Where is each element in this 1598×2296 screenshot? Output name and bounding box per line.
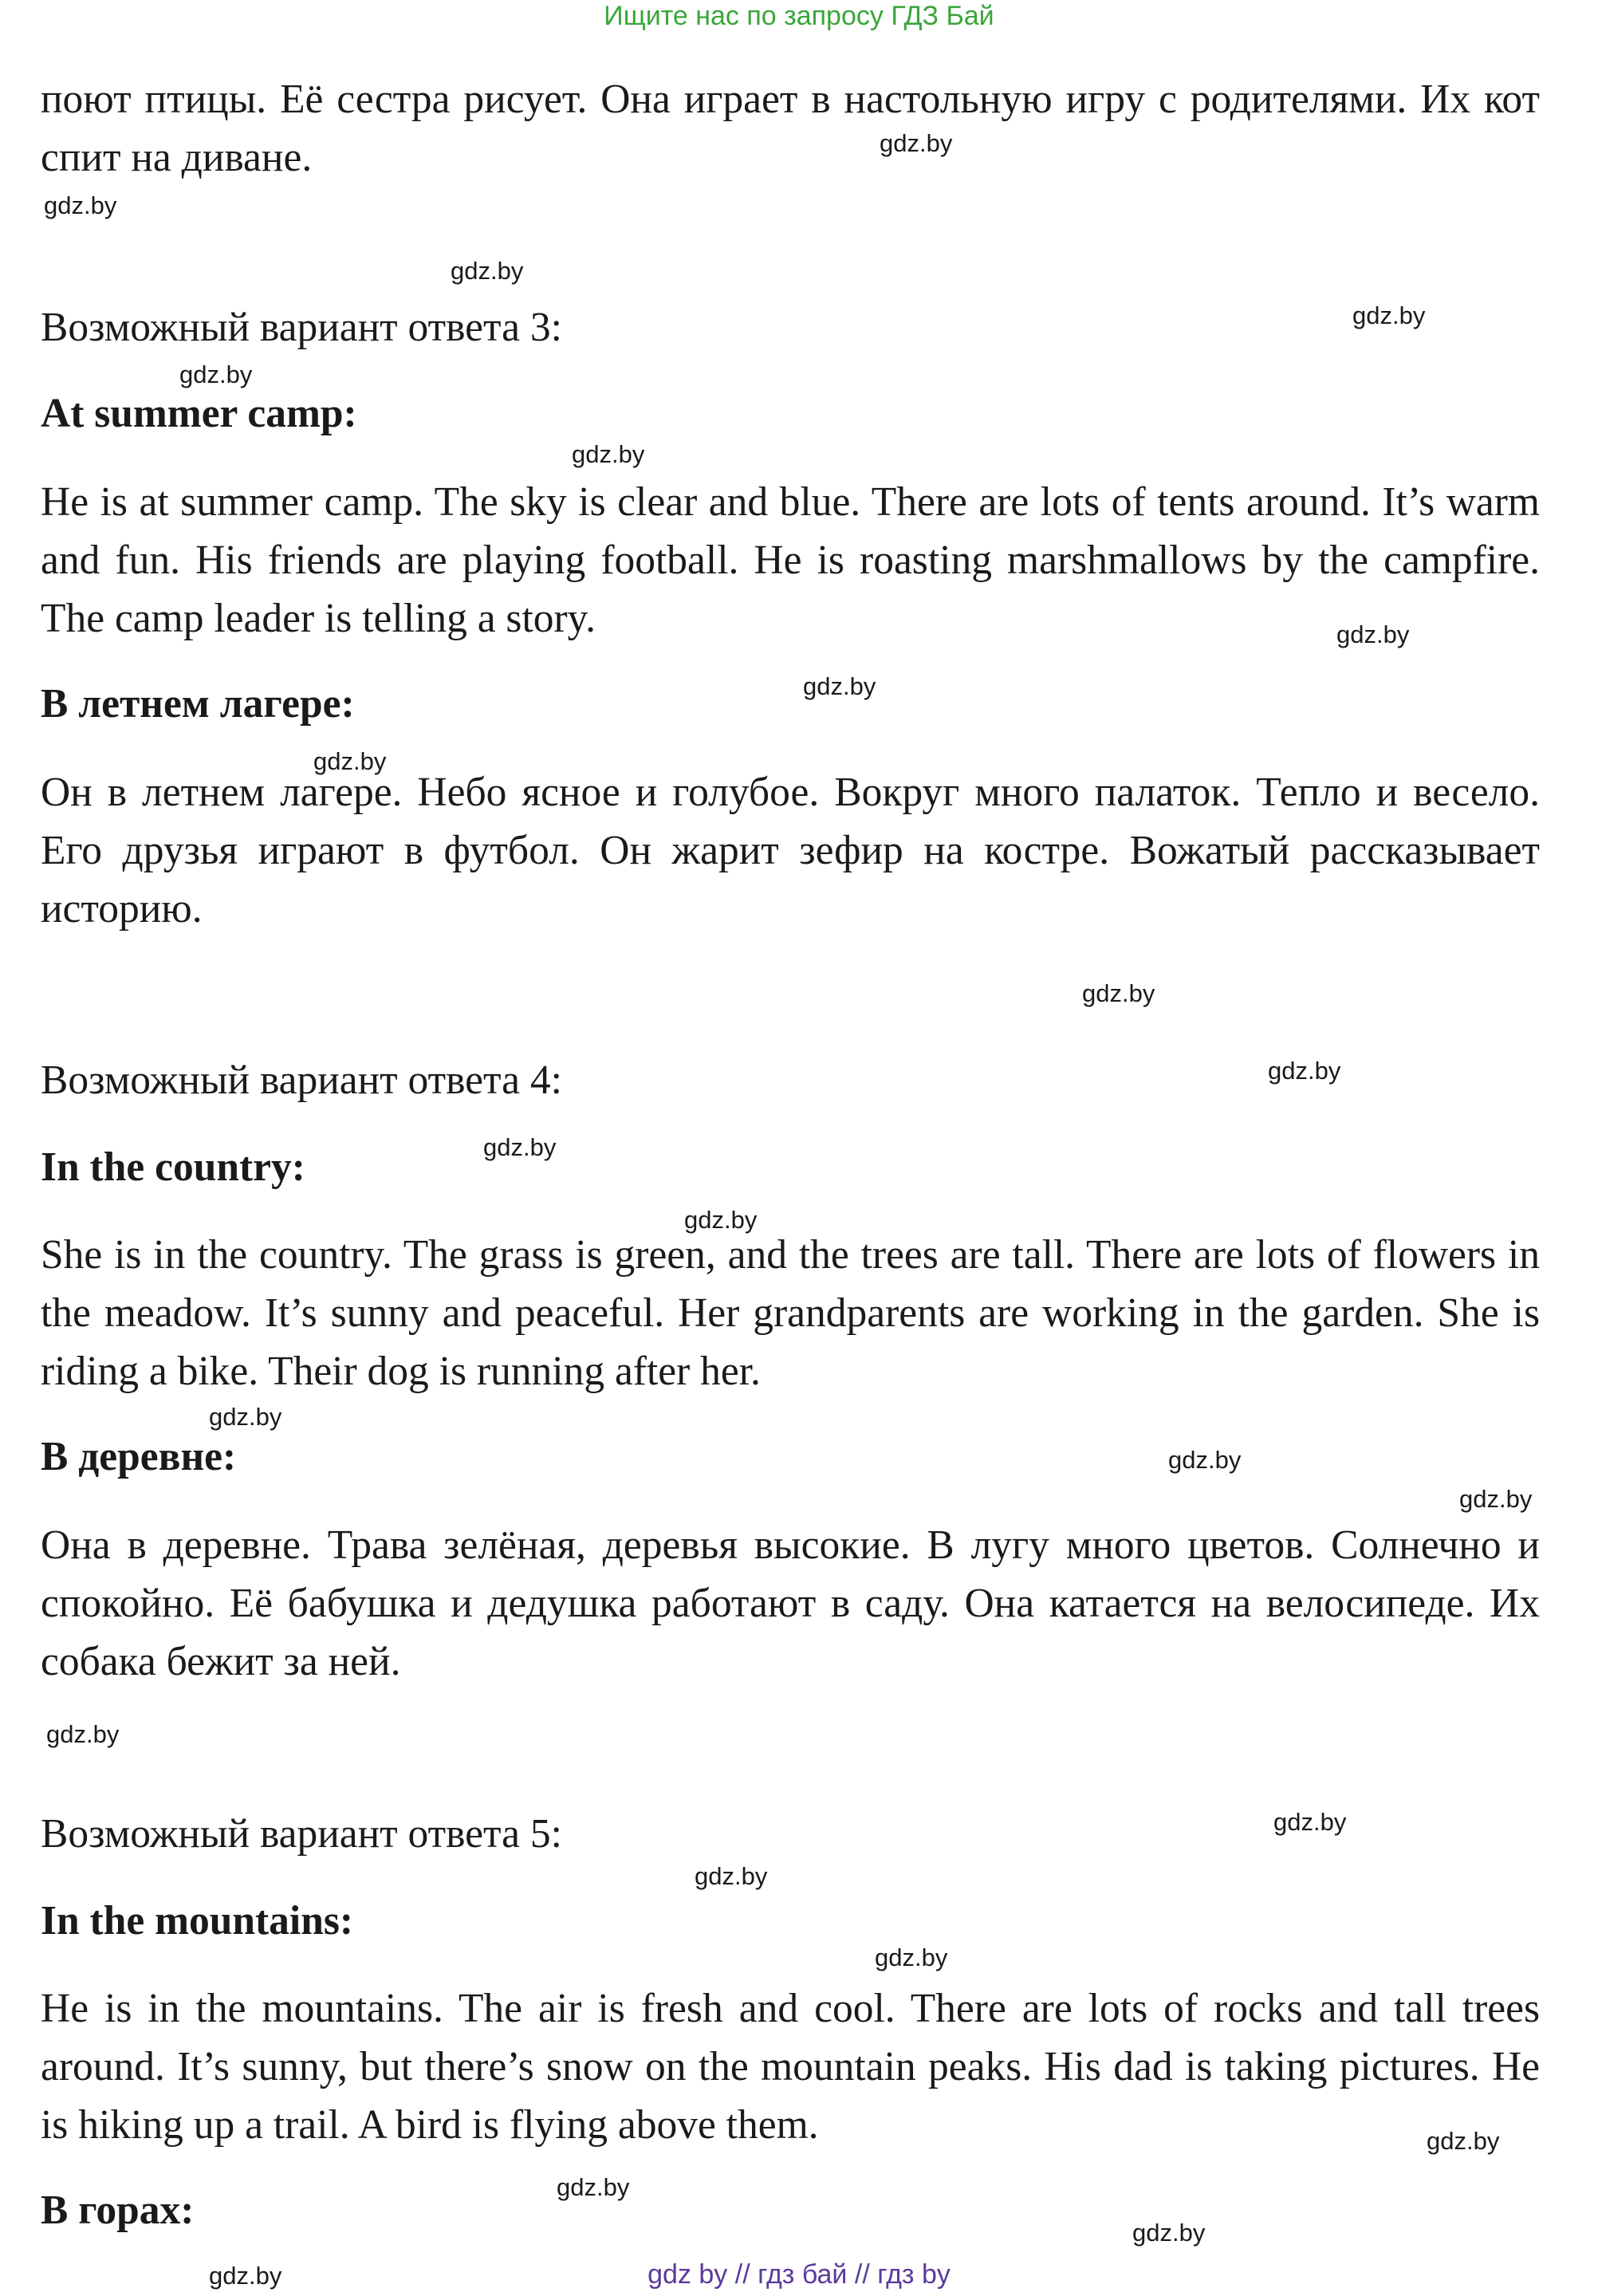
- variant-4-english-heading: In the country:: [41, 1144, 305, 1190]
- variant-5-russian-heading: В горах:: [41, 2188, 195, 2233]
- watermark: gdz.by: [209, 1403, 282, 1431]
- variant-4-russian-text: Она в деревне. Трава зелёная, деревья высокие. В лугу много цветов. Солнечно и спокойно. Её бабушка и дедушка работают в саду. Она катается на велосипеде. Их собака бежит за ней.: [41, 1522, 1540, 1684]
- watermark: gdz.by: [880, 129, 953, 157]
- variant-5-label: Возможный вариант ответа 5:: [41, 1811, 562, 1857]
- variant-3-russian-heading: В летнем лагере:: [41, 681, 355, 727]
- variant-4-label: Возможный вариант ответа 4:: [41, 1057, 562, 1103]
- variant-5-english-text: He is in the mountains. The air is fresh and cool. There are lots of rocks and tall trees around. It’s sunny, but there’s snow on the mountain peaks. His dad is taking pictures. He is hiking up a trail. A bird is flying above them.: [41, 1986, 1540, 2148]
- watermark: gdz.by: [46, 1720, 120, 1748]
- watermark: gdz.by: [483, 1133, 557, 1161]
- variant-3-label: Возможный вариант ответа 3:: [41, 305, 562, 350]
- watermark: gdz.by: [1132, 2219, 1206, 2247]
- watermark: gdz.by: [313, 747, 387, 775]
- watermark: gdz.by: [179, 360, 253, 388]
- watermark: gdz.by: [451, 257, 524, 285]
- variant-4-english-text: She is in the country. The grass is green, and the trees are tall. There are lots of flowers in the meadow. It’s sunny and peaceful. Her grandparents are working in the garden. She is riding a bike. Their dog is running after her.: [41, 1232, 1540, 1394]
- watermark: gdz.by: [1352, 301, 1426, 329]
- search-banner[interactable]: Ищите нас по запросу ГДЗ Бай: [604, 1, 994, 31]
- variant-3-english-heading: At summer camp:: [41, 391, 357, 436]
- watermark: gdz.by: [695, 1862, 768, 1890]
- watermark: gdz.by: [1082, 979, 1155, 1007]
- watermark: gdz.by: [557, 2173, 630, 2201]
- variant-3-english-text: He is at summer camp. The sky is clear and blue. There are lots of tents around. It’s warm and fun. His friends are playing football. He is roasting marshmallows by the campfire. The camp leader is telling a story.: [41, 479, 1540, 641]
- watermark: gdz.by: [1427, 2127, 1500, 2155]
- watermark: gdz.by: [1168, 1446, 1242, 1474]
- watermark: gdz.by: [1268, 1057, 1341, 1085]
- watermark: gdz.by: [572, 440, 645, 468]
- watermark: gdz.by: [684, 1206, 758, 1234]
- watermark: gdz.by: [1336, 620, 1410, 648]
- variant-3-russian-text: Он в летнем лагере. Небо ясное и голубое. Вокруг много палаток. Тепло и весело. Его друзья играют в футбол. Он жарит зефир на костре. Вожатый рассказывает историю.: [41, 770, 1540, 931]
- watermark: gdz.by: [803, 672, 876, 700]
- footer-links[interactable]: gdz by // гдз бай // гдз by: [647, 2259, 951, 2290]
- variant-4-russian-heading: В деревне:: [41, 1434, 237, 1479]
- previous-answer-continuation: поют птицы. Её сестра рисует. Она играет в настольную игру с родителями. Их кот спит на диване.: [41, 77, 1540, 180]
- watermark: gdz.by: [44, 191, 117, 219]
- variant-5-english-heading: In the mountains:: [41, 1898, 354, 1944]
- watermark: gdz.by: [1273, 1808, 1347, 1836]
- watermark: gdz.by: [875, 1944, 948, 1971]
- watermark: gdz.by: [209, 2262, 282, 2290]
- watermark: gdz.by: [1459, 1485, 1533, 1513]
